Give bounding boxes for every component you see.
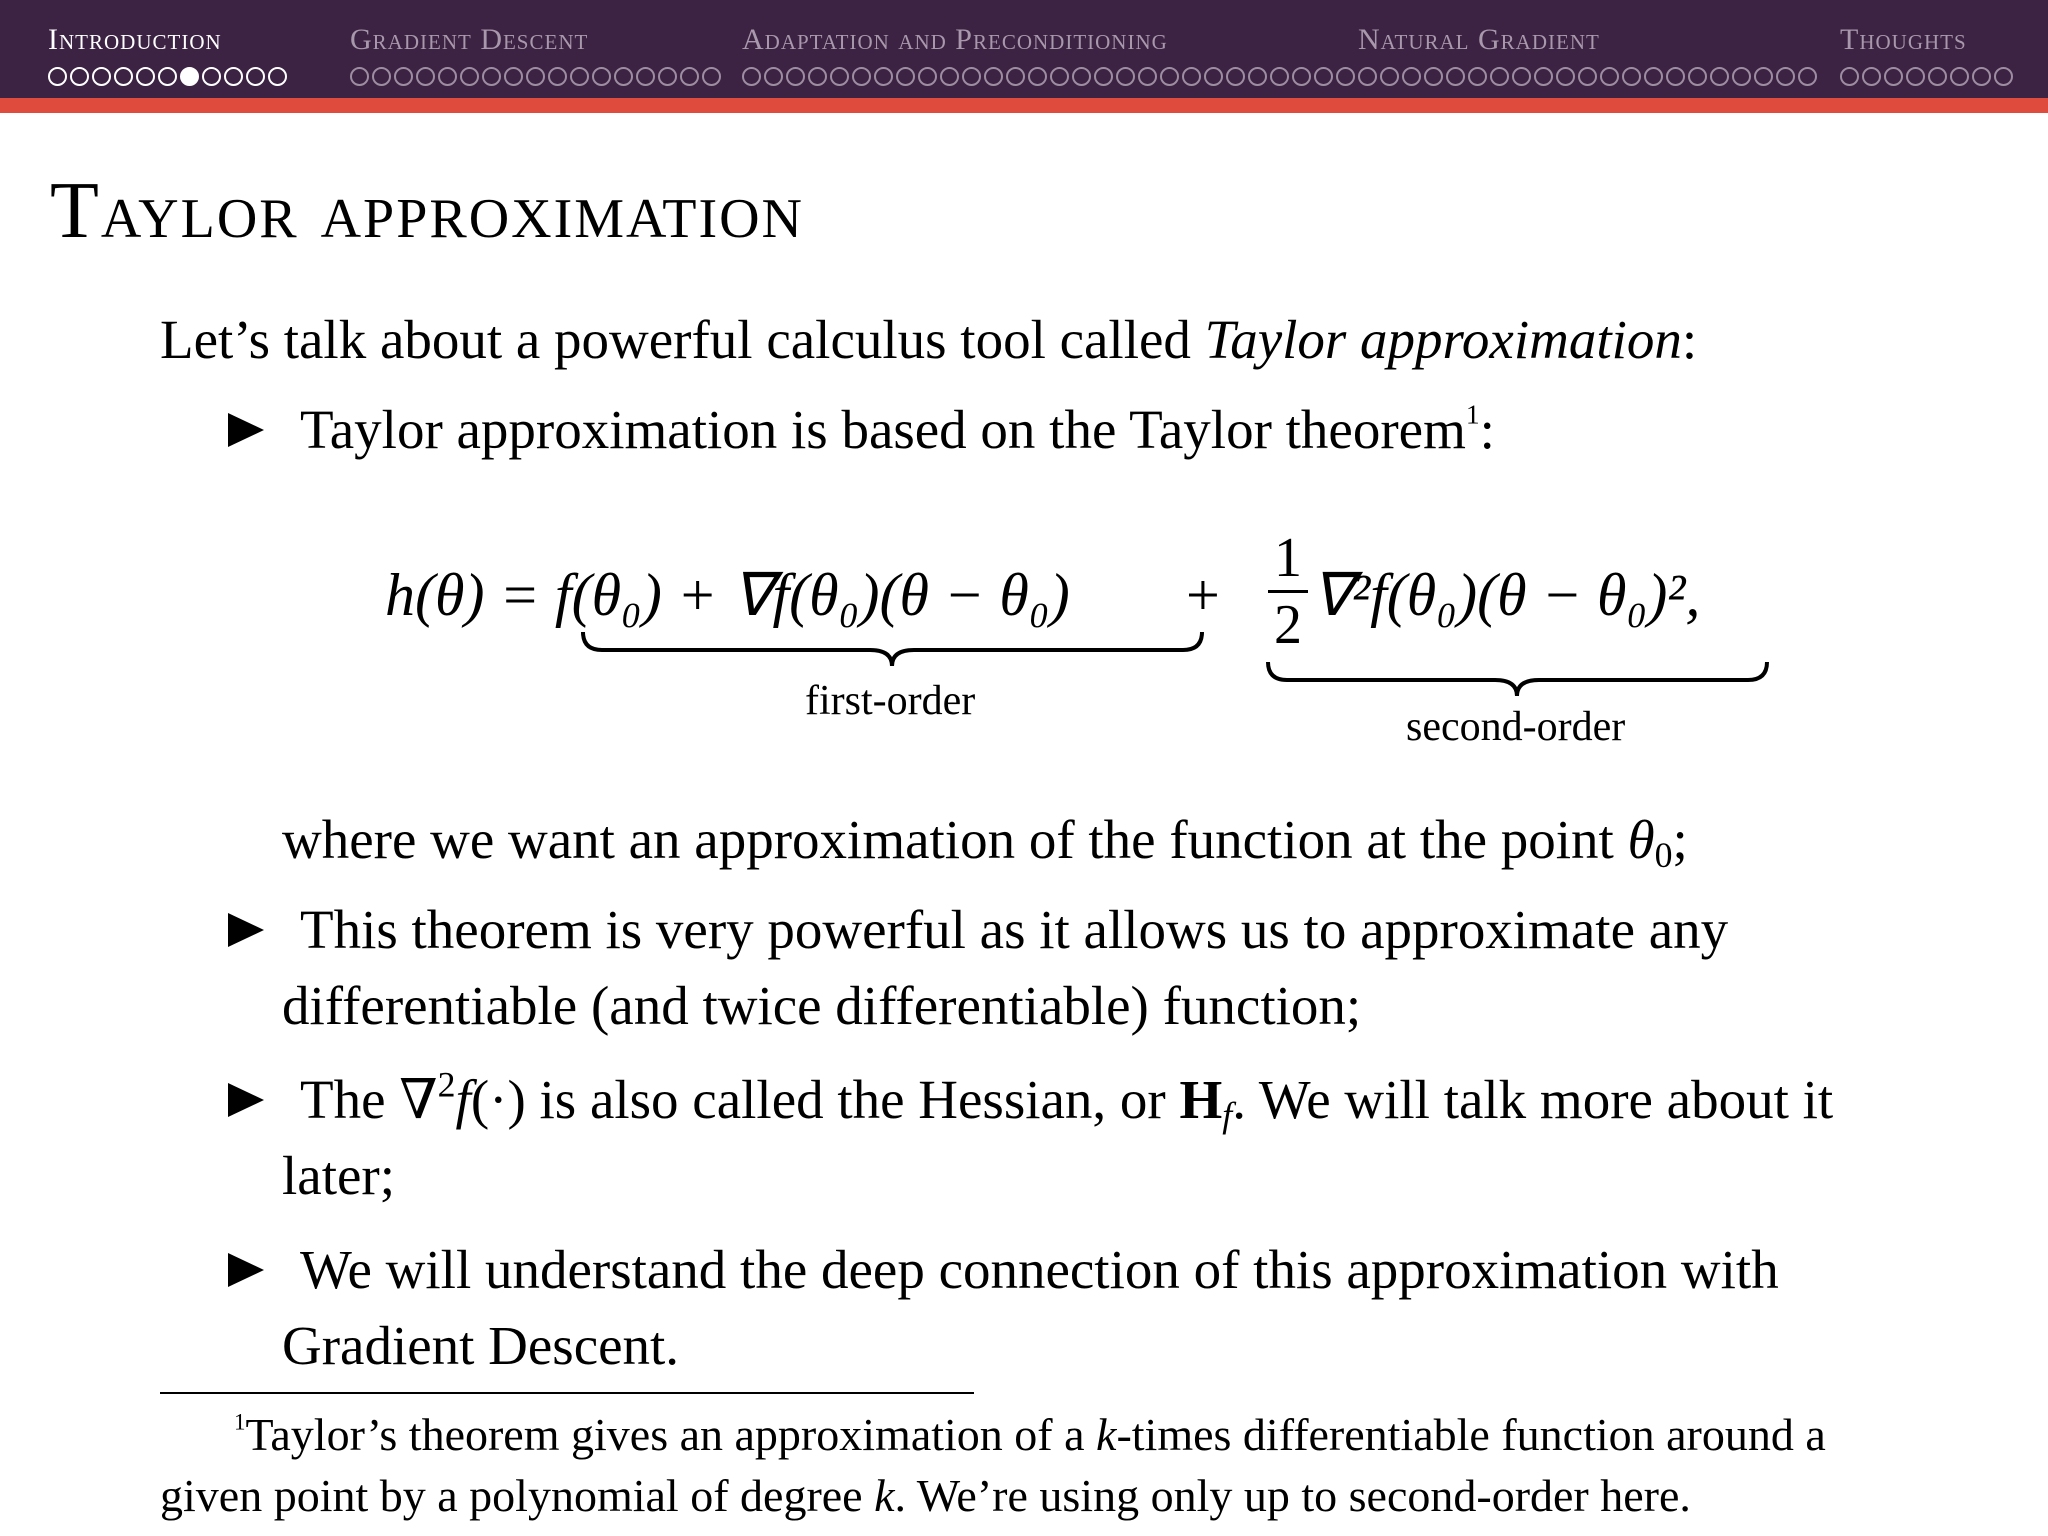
bullet-3-text-a: The ∇ (300, 1069, 438, 1130)
nav-dot[interactable] (1754, 67, 1773, 86)
nav-dot[interactable] (1928, 67, 1947, 86)
nav-dot[interactable] (1556, 67, 1575, 86)
nav-dot[interactable] (202, 67, 221, 86)
where-variable: θ (1627, 809, 1655, 870)
slide-title: Taylor approximation (50, 167, 804, 255)
nav-dot[interactable] (636, 67, 655, 86)
bullet-marker (228, 1083, 264, 1117)
nav-dot[interactable] (1160, 67, 1179, 86)
nav-dot[interactable] (830, 67, 849, 86)
footnote-text-c: . We’re using only up to second-order here. (894, 1470, 1691, 1521)
nav-dot[interactable] (680, 67, 699, 86)
nav-dot[interactable] (852, 67, 871, 86)
nav-dot[interactable] (114, 67, 133, 86)
nav-dot[interactable] (372, 67, 391, 86)
nav-dot[interactable] (1314, 67, 1333, 86)
nav-dot[interactable] (764, 67, 783, 86)
nav-slide-dots[interactable] (48, 67, 287, 86)
footnote-k-degree: k (874, 1470, 895, 1521)
nav-dot[interactable] (136, 67, 155, 86)
nav-dot[interactable] (1050, 67, 1069, 86)
footnote-rule (160, 1392, 974, 1394)
nav-dot[interactable] (1204, 67, 1223, 86)
nav-dot[interactable] (1950, 67, 1969, 86)
nav-dot[interactable] (1994, 67, 2013, 86)
intro-line (160, 302, 1697, 378)
equation-second-order-term: ∇²f(θ₀)(θ − θ₀)², (1312, 562, 1701, 628)
where-end: ; (1672, 809, 1688, 870)
nav-dot[interactable] (1248, 67, 1267, 86)
nav-dot[interactable] (1688, 67, 1707, 86)
nav-dot[interactable] (460, 67, 479, 86)
nav-dot[interactable] (1490, 67, 1509, 86)
nav-dot[interactable] (438, 67, 457, 86)
nav-dot[interactable] (1270, 67, 1289, 86)
fraction-bar (1268, 590, 1308, 593)
nav-dot[interactable] (940, 67, 959, 86)
nav-dot[interactable] (1666, 67, 1685, 86)
nav-dot[interactable] (92, 67, 111, 86)
nav-dot[interactable] (962, 67, 981, 86)
equation-plus: + (1186, 562, 1220, 628)
nav-dot[interactable] (394, 67, 413, 86)
nav-dot[interactable] (416, 67, 435, 86)
nav-dot[interactable] (1380, 67, 1399, 86)
nav-dot[interactable] (918, 67, 937, 86)
nav-dot[interactable] (984, 67, 1003, 86)
nav-dot[interactable] (1600, 67, 1619, 86)
where-line (282, 802, 1688, 878)
nav-dot[interactable] (1732, 67, 1751, 86)
first-order-underbrace (580, 630, 1205, 670)
bullet-1 (300, 392, 1495, 468)
nav-dot[interactable] (268, 67, 287, 86)
nav-dot[interactable] (1072, 67, 1091, 86)
bullet-3-f: f (455, 1069, 471, 1130)
footnote (160, 1404, 1880, 1526)
bullet-marker (228, 913, 264, 947)
bullet-3-sub: f (1222, 1094, 1233, 1135)
nav-dot[interactable] (1644, 67, 1663, 86)
nav-dot[interactable] (1424, 67, 1443, 86)
fraction-numerator: 1 (1274, 527, 1302, 589)
bullet-4: We will understand the deep connection of this approximation with Gradient Descent. (282, 1239, 1779, 1376)
nav-dot[interactable] (1006, 67, 1025, 86)
nav-dot[interactable] (1906, 67, 1925, 86)
nav-dot[interactable] (1468, 67, 1487, 86)
nav-slide-dots[interactable] (1840, 67, 2013, 86)
first-order-label: first-order (805, 678, 976, 724)
nav-dot[interactable] (1840, 67, 1859, 86)
nav-dot[interactable] (570, 67, 589, 86)
nav-dot[interactable] (1776, 67, 1795, 86)
nav-dot[interactable] (786, 67, 805, 86)
nav-section-label: Gradient Descent (350, 23, 589, 56)
bullet-3 (282, 1062, 1842, 1214)
nav-dot[interactable] (504, 67, 523, 86)
nav-dot[interactable] (592, 67, 611, 86)
nav-dot[interactable] (1182, 67, 1201, 86)
bullet-1-end: : (1479, 399, 1495, 460)
nav-slide-dots[interactable] (1358, 67, 1817, 86)
nav-dot[interactable] (1512, 67, 1531, 86)
equation-lhs: h(θ) = (385, 562, 555, 628)
second-order-underbrace (1265, 660, 1770, 700)
nav-dot[interactable] (614, 67, 633, 86)
nav-dot[interactable] (1336, 67, 1355, 86)
nav-dot[interactable] (742, 67, 761, 86)
nav-section-adaptation-preconditioning[interactable] (742, 20, 1355, 86)
nav-slide-dots[interactable] (742, 67, 1355, 86)
nav-dot[interactable] (1534, 67, 1553, 86)
nav-dot[interactable] (526, 67, 545, 86)
nav-dot[interactable] (1622, 67, 1641, 86)
intro-prefix: Let’s talk about a powerful calculus tool called (160, 309, 1205, 370)
footnote-text-a: Taylor’s theorem gives an approximation of a (245, 1409, 1097, 1460)
nav-dot[interactable] (224, 67, 243, 86)
nav-dot[interactable] (1710, 67, 1729, 86)
nav-slide-dots[interactable] (350, 67, 721, 86)
bullet-3-sup: 2 (437, 1064, 456, 1105)
nav-section-introduction[interactable] (48, 20, 287, 86)
nav-section-label: Adaptation and Preconditioning (742, 23, 1168, 56)
second-order-label: second-order (1406, 704, 1626, 750)
footnote-mark: 1 (234, 1409, 246, 1435)
nav-dot[interactable] (246, 67, 265, 86)
nav-dot[interactable] (70, 67, 89, 86)
bullet-3-text-c: (·) is also called the Hessian, or (470, 1069, 1180, 1130)
section-navigation-bar (0, 0, 2048, 98)
footnote-reference[interactable]: 1 (1465, 398, 1480, 430)
nav-dot[interactable] (1798, 67, 1817, 86)
nav-dot[interactable] (1358, 67, 1377, 86)
nav-section-gradient-descent[interactable] (350, 20, 721, 86)
equation-half-fraction (1268, 528, 1308, 655)
bullet-1-text: Taylor approximation is based on the Taylor theorem (300, 399, 1466, 460)
nav-dot[interactable] (896, 67, 915, 86)
nav-dot[interactable] (1862, 67, 1881, 86)
nav-dot-current[interactable] (180, 67, 199, 86)
equation-first-order-term: f(θ₀) + ∇f(θ₀)(θ − θ₀) (554, 562, 1070, 628)
nav-dot[interactable] (1446, 67, 1465, 86)
nav-dot[interactable] (548, 67, 567, 86)
nav-dot[interactable] (658, 67, 677, 86)
bullet-3-text-d: . We will talk more about it later; (282, 1069, 1834, 1206)
nav-dot[interactable] (1116, 67, 1135, 86)
where-subscript: 0 (1654, 834, 1673, 875)
footnote-k: k (1096, 1409, 1117, 1460)
nav-dot[interactable] (1028, 67, 1047, 86)
nav-dot[interactable] (1578, 67, 1597, 86)
nav-section-label: Thoughts (1840, 23, 1967, 56)
taylor-equation (385, 560, 1233, 630)
equation-second-order (1312, 560, 1700, 630)
nav-dot[interactable] (1226, 67, 1245, 86)
intro-suffix: : (1681, 309, 1698, 370)
nav-dot[interactable] (350, 67, 369, 86)
nav-dot[interactable] (1972, 67, 1991, 86)
nav-dot[interactable] (874, 67, 893, 86)
nav-dot[interactable] (702, 67, 721, 86)
nav-dot[interactable] (158, 67, 177, 86)
intro-emphasis: Taylor approximation (1204, 309, 1682, 370)
nav-dot[interactable] (1094, 67, 1113, 86)
footnote-text-b: -times differentiable function around a given point by a polynomial of degree (160, 1409, 1826, 1521)
header-accent-line (0, 98, 2048, 113)
nav-section-label: Natural Gradient (1358, 23, 1600, 56)
nav-dot[interactable] (48, 67, 67, 86)
bullet-2: This theorem is very powerful as it allows us to approximate any differentiable (and twice differentiable) function; (282, 899, 1729, 1036)
nav-dot[interactable] (808, 67, 827, 86)
bullet-marker (228, 1253, 264, 1287)
bullet-3-hessian-symbol: H (1179, 1069, 1223, 1130)
nav-section-label: Introduction (48, 23, 222, 56)
nav-dot[interactable] (1884, 67, 1903, 86)
bullet-marker (228, 413, 264, 447)
nav-section-thoughts[interactable] (1840, 20, 2013, 86)
nav-section-natural-gradient[interactable] (1358, 20, 1817, 86)
nav-dot[interactable] (482, 67, 501, 86)
nav-dot[interactable] (1402, 67, 1421, 86)
nav-dot[interactable] (1138, 67, 1157, 86)
nav-dot[interactable] (1292, 67, 1311, 86)
fraction-denominator: 2 (1274, 594, 1302, 656)
where-text: where we want an approximation of the function at the point (282, 809, 1628, 870)
